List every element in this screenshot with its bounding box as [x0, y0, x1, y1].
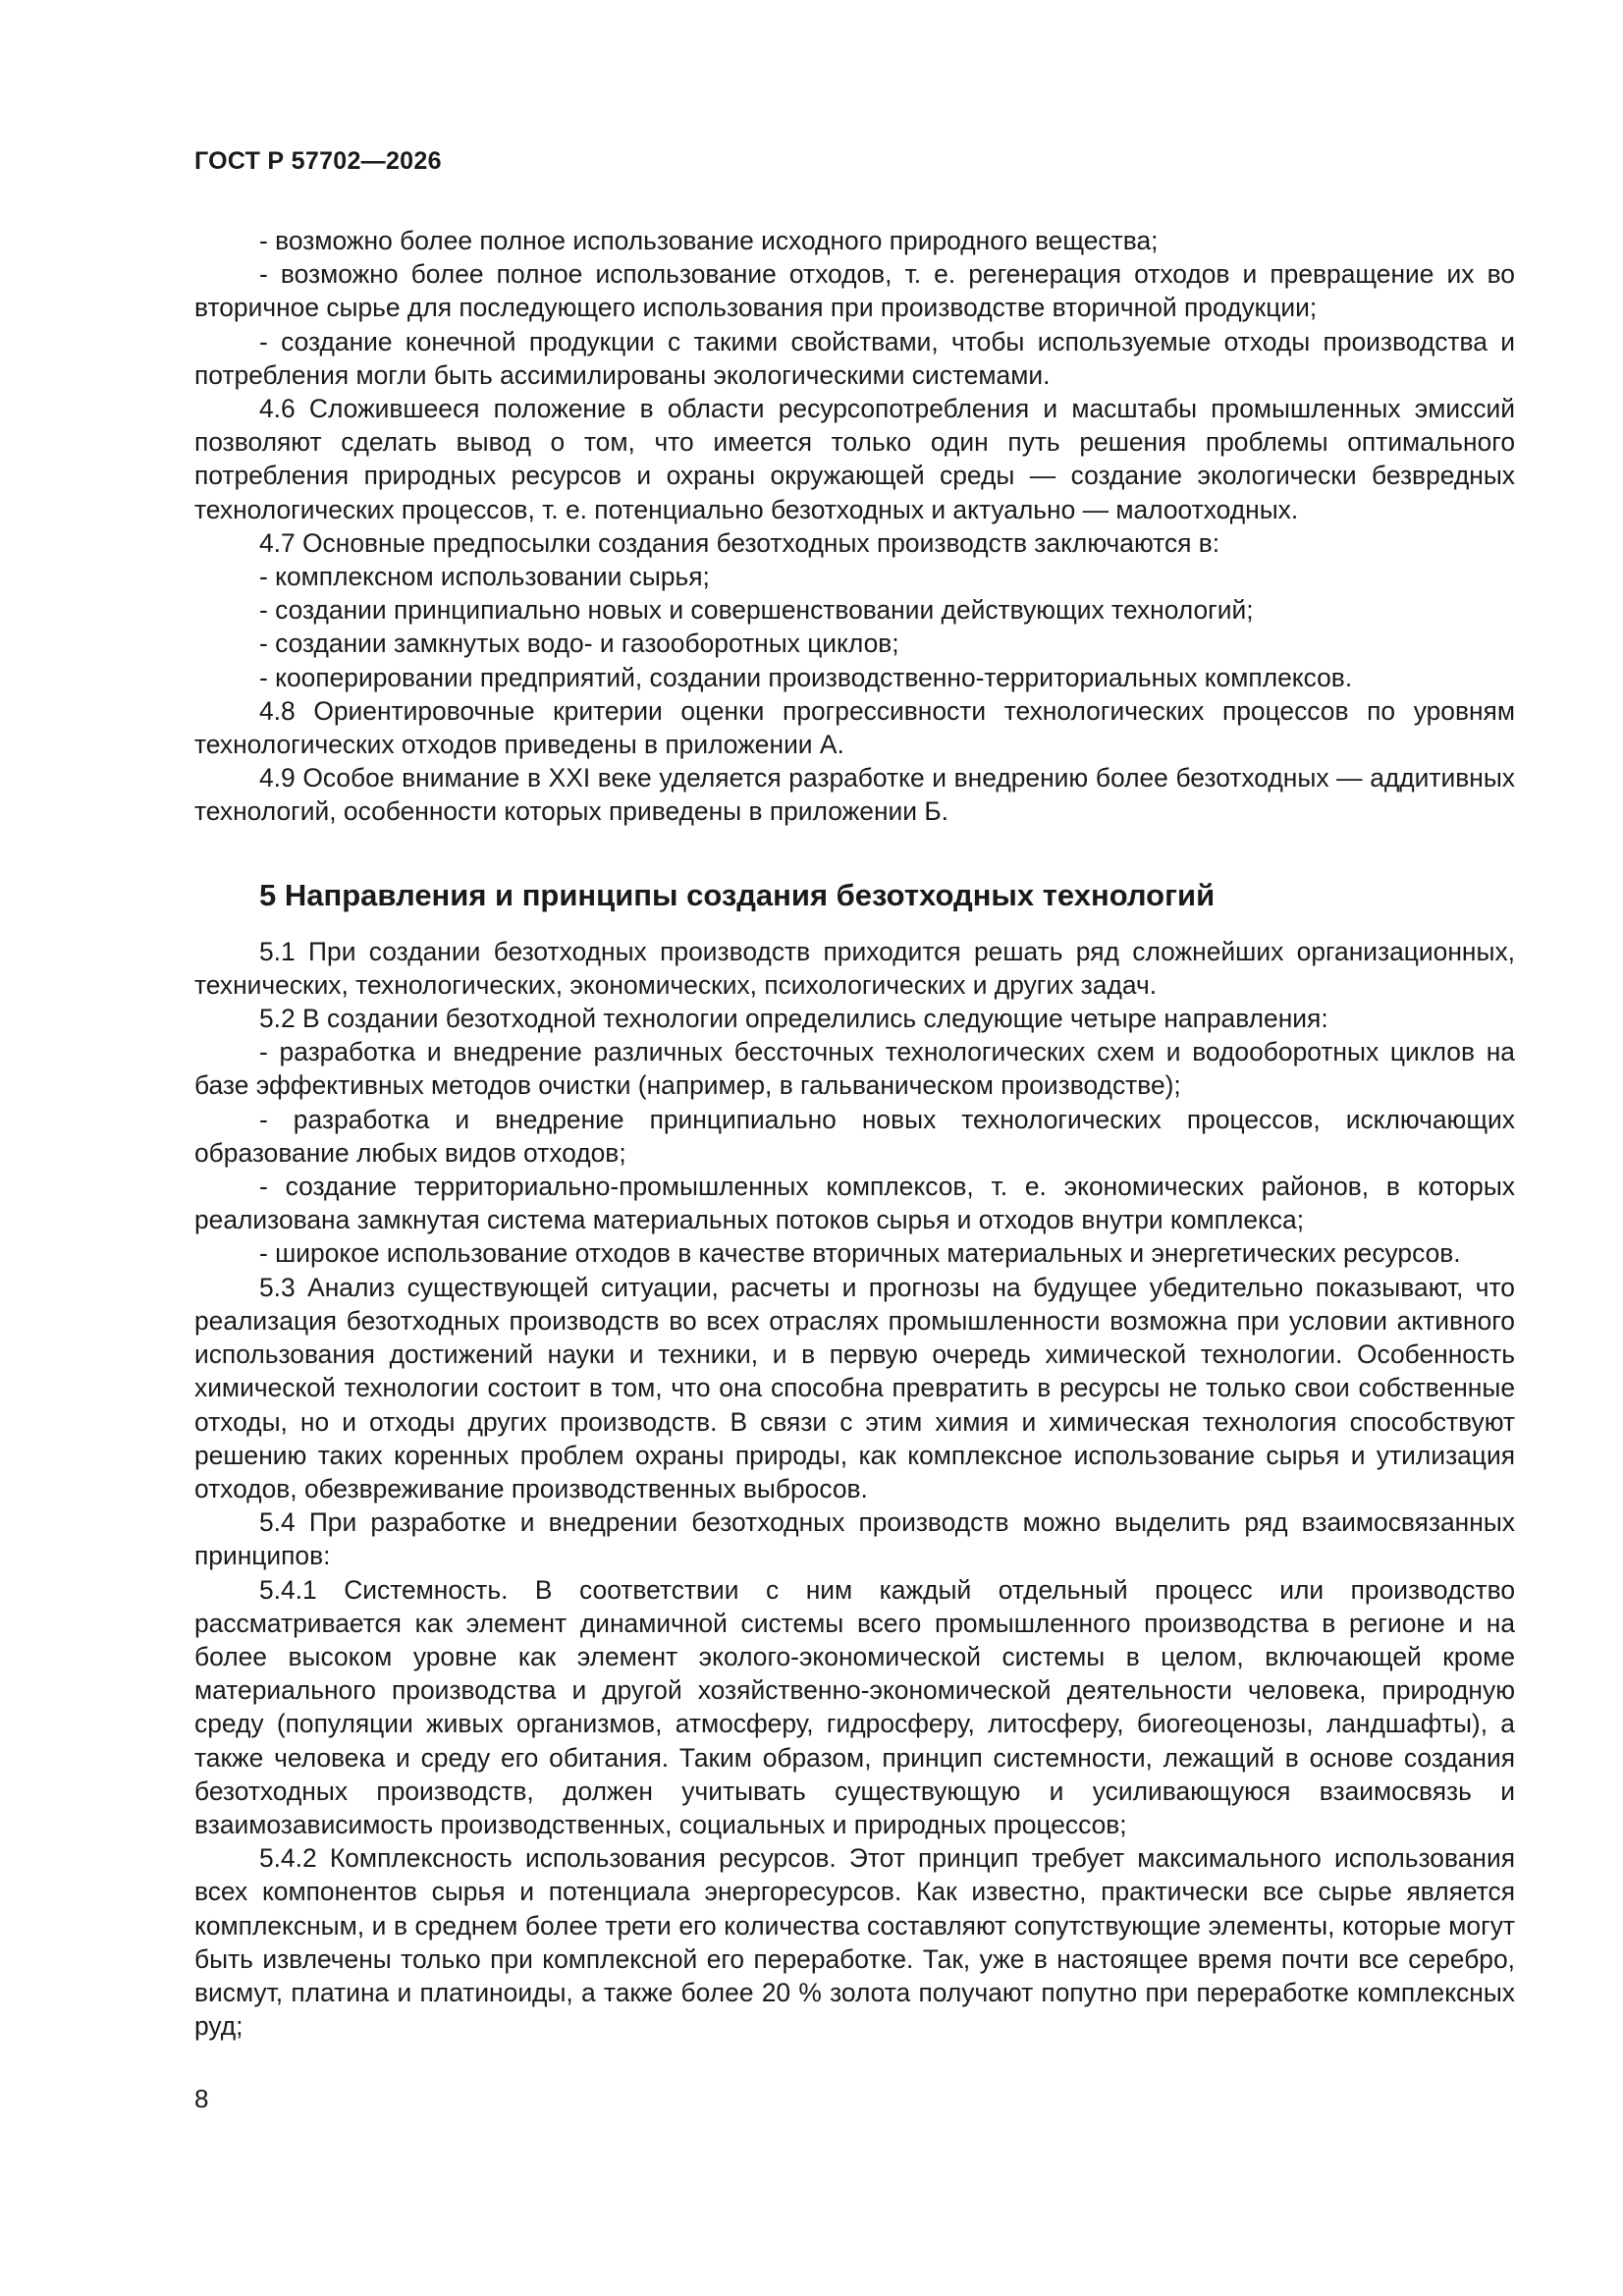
paragraph-5-3: 5.3 Анализ существующей ситуации, расчеты и прогнозы на будущее убедительно показывают, что реализация безотходных производств во всех отраслях промышленности возможна при условии активного использования достижений науки и техники, и в первую очередь химической технологии. Особенность химической технологии состоит в том, что она способна превратить в ресурсы не только свои собственные отходы, но и отходы других производств. В связи с этим химия и химическая технология способствуют решению таких коренных проблем охраны природы, как комплексное использование сырья и утилизация отходов, обезвреживание производственных выбросов.	[194, 1272, 1515, 1503]
paragraph-5-2: 5.2 В создании безотходной технологии определились следующие четыре направления:	[259, 1004, 1328, 1034]
list-item: - комплексном использовании сырья;	[259, 562, 710, 592]
list-item: - широкое использование отходов в качестве вторичных материальных и энергетических ресурсов.	[259, 1238, 1461, 1269]
section-title: 5 Направления и принципы создания безотходных технологий	[259, 877, 1216, 912]
paragraph-4-8: 4.8 Ориентировочные критерии оценки прогрессивности технологических процессов по уровням технологических отходов приведены в приложении А.	[194, 695, 1515, 760]
paragraph-4-6: 4.6 Сложившееся положение в области ресурсопотребления и масштабы промышленных эмиссий позволяют сделать вывод о том, что имеется только один путь решения проблемы оптимального потребления природных ресурсов и охраны окружающей среды — создание экологически безвредных технологических процессов, т. е. потенциально безотходных и актуально — малоотходных.	[194, 394, 1515, 524]
paragraph-4-7: 4.7 Основные предпосылки создания безотходных производств заключаются в:	[259, 527, 1220, 558]
list-item: - разработка и внедрение различных бессточных технологических схем и водооборотных циклов на базе эффективных методов очистки (например, в гальваническом производстве);	[194, 1037, 1515, 1101]
paragraph-5-4-2: 5.4.2 Комплексность использования ресурсов. Этот принцип требует максимального использования всех компонентов сырья и потенциала энергоресурсов. Как известно, практически все сырье является комплексным, и в среднем более трети его количества составляют сопутствующие элементы, которые могут быть извлечены только при комплексной его переработке. Так, уже в настоящее время почти все серебро, висмут, платина и платиноиды, а также более 20 % золота получают попутно при переработке комплексных руд;	[194, 1843, 1515, 2042]
paragraph-4-9: 4.9 Особое внимание в XXI веке уделяется разработке и внедрению более безотходных — аддитивных технологий, особенности которых приведены в приложении Б.	[194, 763, 1515, 827]
list-item: - создании принципиально новых и совершенствовании действующих технологий;	[259, 595, 1254, 626]
page-number: 8	[194, 2084, 209, 2113]
paragraph-5-4: 5.4 При разработке и внедрении безотходных производств можно выделить ряд взаимосвязанных принципов:	[194, 1507, 1515, 1571]
paragraph-5-4-1: 5.4.1 Системность. В соответствии с ним каждый отдельный процесс или производство рассматривается как элемент динамичной системы всего промышленного производства в регионе и на более высоком уровне как элемент эколого-экономической системы в целом, включающей кроме материального производства и другой хозяйственно-экономической деятельности человека, природную среду (популяции живых организмов, атмосферу, гидросферу, литосферу, биогеоценозы, ландшафты), а также человека и среду его обитания. Таким образом, принцип системности, лежащий в основе создания безотходных производств, должен учитывать существующую и усиливающуюся взаимосвязь и взаимозависимость производственных, социальных и природных процессов;	[194, 1574, 1515, 1839]
document-header: ГОСТ Р 57702—2026	[194, 147, 442, 175]
list-item: - возможно более полное использование исходного природного вещества;	[259, 226, 1159, 255]
list-item: - создание конечной продукции с такими свойствами, чтобы используемые отходы производства и потребления могли быть ассимилированы экологическими системами.	[194, 326, 1515, 390]
document-body	[194, 224, 1515, 2043]
list-item: - возможно более полное использование отходов, т. е. регенерация отходов и превращение их во вторичное сырье для последующего использования при производстве вторичной продукции;	[194, 259, 1515, 323]
list-item: - создание территориально-промышленных комплексов, т. е. экономических районов, в которых реализована замкнутая система материальных потоков сырья и отходов внутри комплекса;	[194, 1172, 1515, 1235]
list-item: - кооперировании предприятий, создании производственно-территориальных комплексов.	[259, 662, 1353, 692]
list-item: - разработка и внедрение принципиально новых технологических процессов, исключающих образование любых видов отходов;	[194, 1104, 1515, 1168]
list-item: - создании замкнутых водо- и газооборотных циклов;	[259, 629, 899, 659]
paragraph-5-1: 5.1 При создании безотходных производств приходится решать ряд сложнейших организационных, технических, технологических, экономических, психологических и других задач.	[194, 936, 1515, 1000]
